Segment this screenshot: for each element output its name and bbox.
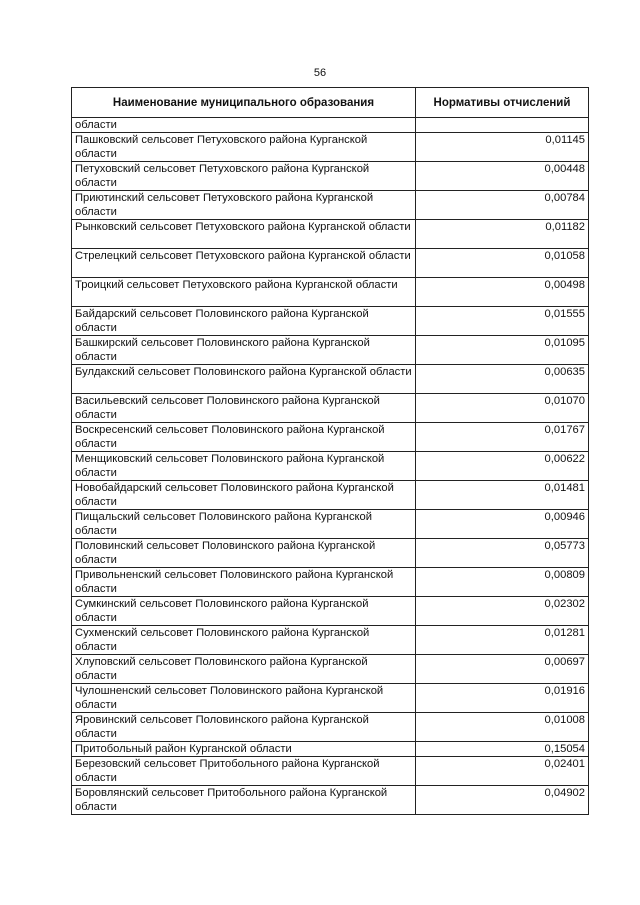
table-row xyxy=(72,452,589,481)
table-row xyxy=(72,481,589,510)
allocation-norm: 0,00697 xyxy=(416,655,589,684)
table-row xyxy=(72,757,589,786)
municipality-name: области xyxy=(72,118,416,133)
table-row xyxy=(72,278,589,307)
allocation-norm: 0,05773 xyxy=(416,539,589,568)
municipality-name: Троицкий сельсовет Петуховского района Курганской области xyxy=(72,278,416,307)
table-row xyxy=(72,423,589,452)
table-row xyxy=(72,220,589,249)
municipality-name: Менщиковский сельсовет Половинского района Курганской области xyxy=(72,452,416,481)
allocation-norm: 0,01555 xyxy=(416,307,589,336)
allocation-norm xyxy=(416,118,589,133)
allocation-norms-table xyxy=(71,87,589,815)
allocation-norm: 0,01008 xyxy=(416,713,589,742)
municipality-name: Новобайдарский сельсовет Половинского района Курганской области xyxy=(72,481,416,510)
allocation-norm: 0,00448 xyxy=(416,162,589,191)
allocation-norm: 0,00784 xyxy=(416,191,589,220)
allocation-norm: 0,00809 xyxy=(416,568,589,597)
municipality-name: Притобольный район Курганской области xyxy=(72,742,416,757)
allocation-norm: 0,15054 xyxy=(416,742,589,757)
page-number: 56 xyxy=(313,67,327,79)
table-row xyxy=(72,336,589,365)
table-row xyxy=(72,510,589,539)
municipality-name: Сухменский сельсовет Половинского района Курганской области xyxy=(72,626,416,655)
municipality-name: Башкирский сельсовет Половинского района Курганской области xyxy=(72,336,416,365)
header-allocation-norm: Нормативы отчислений xyxy=(416,88,589,118)
allocation-norm: 0,01145 xyxy=(416,133,589,162)
table-row xyxy=(72,655,589,684)
table-row xyxy=(72,249,589,278)
table-row xyxy=(72,742,589,757)
municipality-name: Боровлянский сельсовет Притобольного района Курганской области xyxy=(72,786,416,815)
municipality-name: Васильевский сельсовет Половинского района Курганской области xyxy=(72,394,416,423)
allocation-norm: 0,00622 xyxy=(416,452,589,481)
municipality-name: Пищальский сельсовет Половинского района Курганской области xyxy=(72,510,416,539)
allocation-norm: 0,02401 xyxy=(416,757,589,786)
municipality-name: Петуховский сельсовет Петуховского района Курганской области xyxy=(72,162,416,191)
municipality-name: Байдарский сельсовет Половинского района Курганской области xyxy=(72,307,416,336)
table-row xyxy=(72,568,589,597)
header-municipality-name: Наименование муниципального образования xyxy=(72,88,416,118)
municipality-name: Булдакский сельсовет Половинского района Курганской области xyxy=(72,365,416,394)
municipality-name: Пашковский сельсовет Петуховского района Курганской области xyxy=(72,133,416,162)
municipality-name: Воскресенский сельсовет Половинского района Курганской области xyxy=(72,423,416,452)
table-row xyxy=(72,365,589,394)
municipality-name: Привольненский сельсовет Половинского района Курганской области xyxy=(72,568,416,597)
municipality-name: Рынковский сельсовет Петуховского района Курганской области xyxy=(72,220,416,249)
allocation-norm: 0,01281 xyxy=(416,626,589,655)
allocation-norm: 0,01182 xyxy=(416,220,589,249)
allocation-norm: 0,01058 xyxy=(416,249,589,278)
allocation-norm: 0,01095 xyxy=(416,336,589,365)
municipality-name: Сумкинский сельсовет Половинского района Курганской области xyxy=(72,597,416,626)
allocation-norm: 0,01070 xyxy=(416,394,589,423)
table-row xyxy=(72,684,589,713)
table-row xyxy=(72,394,589,423)
municipality-name: Чулошненский сельсовет Половинского района Курганской области xyxy=(72,684,416,713)
municipality-name: Половинский сельсовет Половинского района Курганской области xyxy=(72,539,416,568)
table-row xyxy=(72,191,589,220)
table-row xyxy=(72,118,589,133)
municipality-name: Стрелецкий сельсовет Петуховского района Курганской области xyxy=(72,249,416,278)
municipality-name: Приютинский сельсовет Петуховского района Курганской области xyxy=(72,191,416,220)
municipality-name: Хлуповский сельсовет Половинского района Курганской области xyxy=(72,655,416,684)
allocation-norm: 0,00498 xyxy=(416,278,589,307)
allocation-norm: 0,01916 xyxy=(416,684,589,713)
table-row xyxy=(72,626,589,655)
allocation-norm: 0,00946 xyxy=(416,510,589,539)
table-header-row xyxy=(72,88,589,118)
table-row xyxy=(72,597,589,626)
municipality-name: Березовский сельсовет Притобольного района Курганской области xyxy=(72,757,416,786)
table-row xyxy=(72,713,589,742)
table-row xyxy=(72,786,589,815)
allocation-norm: 0,04902 xyxy=(416,786,589,815)
allocation-norm: 0,01481 xyxy=(416,481,589,510)
table-row xyxy=(72,307,589,336)
allocation-norm: 0,01767 xyxy=(416,423,589,452)
allocation-norm: 0,00635 xyxy=(416,365,589,394)
table-row xyxy=(72,133,589,162)
table-row xyxy=(72,162,589,191)
table-row xyxy=(72,539,589,568)
municipality-name: Яровинский сельсовет Половинского района Курганской области xyxy=(72,713,416,742)
allocation-norm: 0,02302 xyxy=(416,597,589,626)
